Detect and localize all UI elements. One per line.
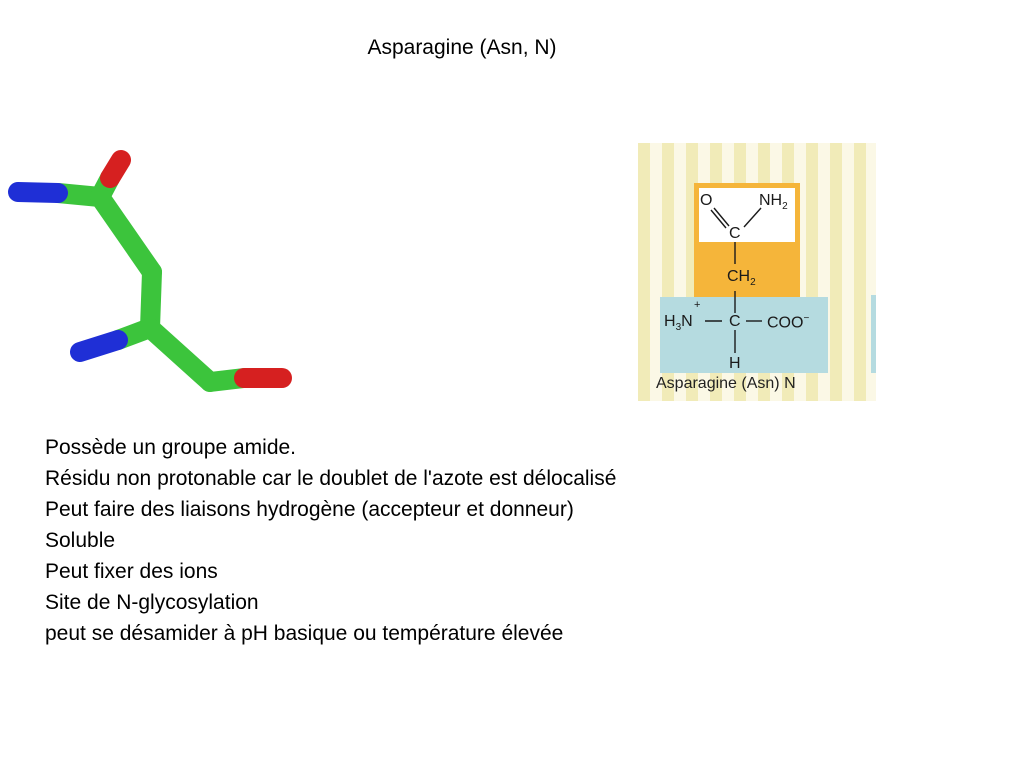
structure-caption: Asparagine (Asn) N [656, 375, 796, 392]
atom-h: H [729, 355, 741, 372]
property-line: Possède un groupe amide. [45, 436, 297, 459]
slide-title: Asparagine (Asn, N) [367, 36, 557, 59]
asparagine-stick-model [0, 140, 310, 415]
charge-plus: + [694, 299, 701, 311]
property-line: Résidu non protonable car le doublet de l'azote est délocalisé [45, 467, 617, 490]
atom-coo: COO− [767, 313, 810, 332]
bond-cg-cb [100, 197, 152, 272]
properties-list [45, 432, 616, 649]
property-line: Peut faire des liaisons hydrogène (accepteur et donneur) [45, 498, 574, 521]
asparagine-structure-figure [638, 143, 876, 401]
property-line: Site de N-glycosylation [45, 591, 259, 614]
atom-o: O [700, 192, 713, 209]
property-line: Soluble [45, 529, 116, 552]
property-line: Peut fixer des ions [45, 560, 218, 583]
atom-h3n: $H_3N$ [664, 313, 693, 334]
bond-ca-n-end [80, 340, 118, 352]
bond-amide-n-end [18, 192, 58, 193]
atom-c-alpha: C [729, 313, 741, 330]
atom-c-amide: C [729, 225, 741, 242]
structure-bonds [638, 143, 876, 401]
property-line: peut se désamider à pH basique ou température élevée [45, 622, 564, 645]
atom-ch2: $CH_2$ [727, 268, 756, 289]
atom-nh2: $NH_2$ [759, 192, 788, 213]
bond-amide-o-end [110, 160, 121, 178]
bond-ca-c [150, 328, 210, 382]
